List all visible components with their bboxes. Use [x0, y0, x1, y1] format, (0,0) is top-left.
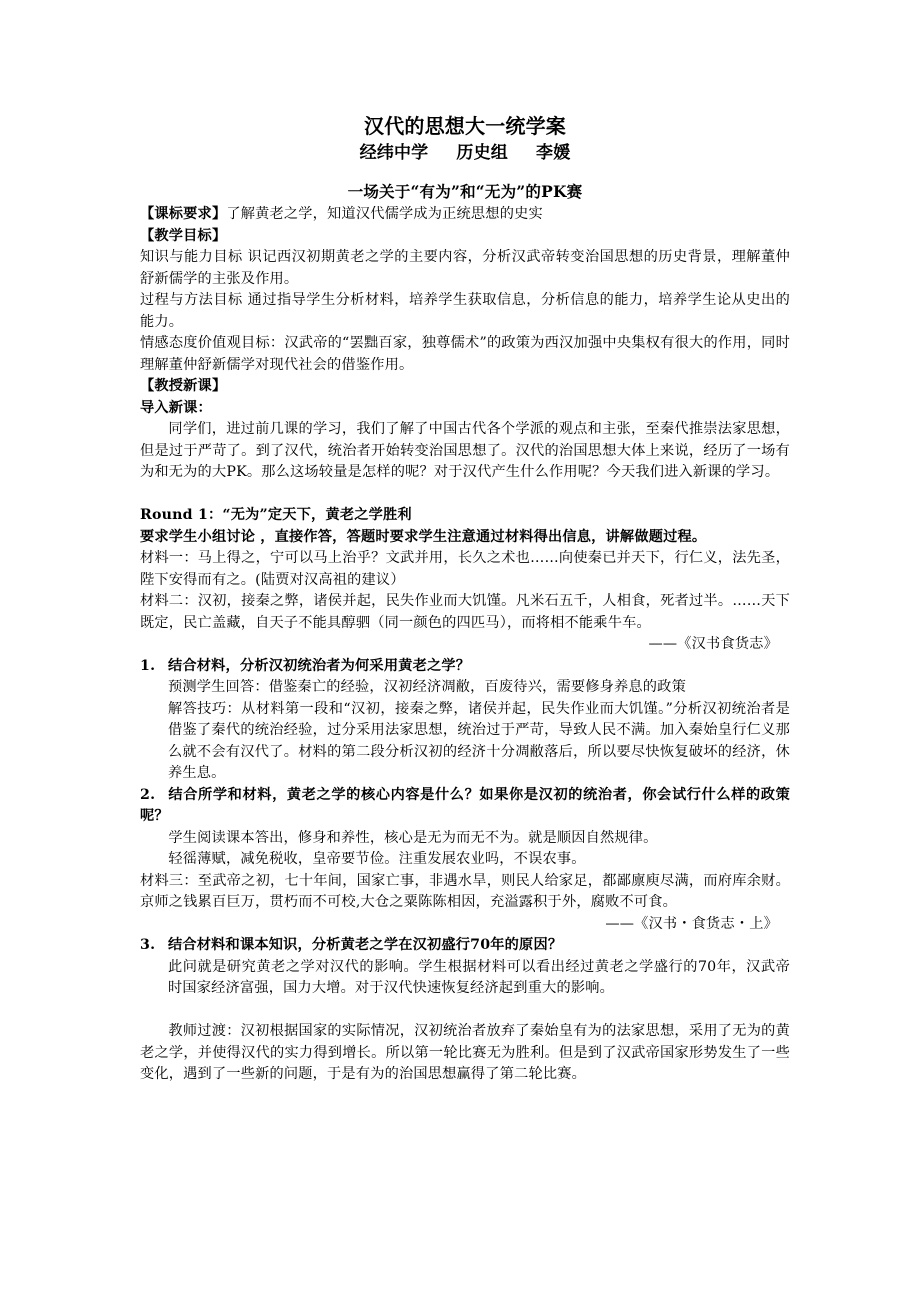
material-1: 材料一：马上得之，宁可以马上治乎？文武并用，长久之术也……向使秦已并天下，行仁义，法先圣，陛下安得而有之。(陆贾对汉高祖的建议）	[140, 550, 790, 588]
goals-label: 【教学目标】	[140, 227, 227, 244]
pk-title: 一场关于“有为”和“无为”的PK赛	[347, 182, 583, 201]
round1-requirement: 要求学生小组讨论 ，直接作答，答题时要求学生注意通过材料得出信息，讲解做题过程。	[140, 528, 707, 545]
goal-knowledge: 知识与能力目标 识记西汉初期黄老之学的主要内容，分析汉武帝转变治国思想的历史背景，理解董仲舒新儒学的主张及作用。	[140, 249, 790, 287]
document-page	[140, 112, 790, 1086]
goal-method: 过程与方法目标 通过指导学生分析材料，培养学生获取信息，分析信息的能力，培养学生论从史出的能力。	[140, 292, 790, 330]
intro-label: 导入新课：	[140, 399, 212, 416]
question-1-number: 1.	[140, 657, 156, 674]
question-3-answer: 此问就是研究黄老之学对汉代的影响。学生根据材料可以看出经过黄老之学盛行的70年，汉武帝时国家经济富强，国力大增。对于汉代快速恢复经济起到重大的影响。	[168, 958, 790, 996]
question-1	[140, 656, 790, 678]
material-2: 材料二：汉初，接秦之弊，诸侯并起，民失作业而大饥馑。凡米石五千，人相食，死者过半。……天下既定，民亡盖藏，自天子不能具醇驷（同一颜色的四匹马），而将相不能乘牛车。	[140, 593, 790, 631]
question-3-text: 结合材料和课本知识，分析黄老之学在汉初盛行70年的原因？	[168, 937, 563, 953]
teacher-transition: 教师过渡：汉初根据国家的实际情况，汉初统治者放弃了秦始皇有为的法家思想，采用了无为的黄老之学，并使得汉代的实力得到增长。所以第一轮比赛无为胜利。但是到了汉武帝国家形势发生了一些变化，遇到了一些新的问题，于是有为的治国思想赢得了第二轮比赛。	[140, 1023, 790, 1082]
question-1-text: 结合材料，分析汉初统治者为何采用黄老之学？	[168, 657, 471, 674]
curriculum-text: 了解黄老之学，知道汉代儒学成为正统思想的史实	[226, 206, 543, 222]
document-byline	[140, 140, 790, 166]
round1-title: Round 1：“无为”定天下，黄老之学胜利	[140, 507, 412, 523]
material-3-source: ——《汉书・食货志・上》	[605, 915, 778, 932]
question-2-answer-1: 学生阅读课本答出，修身和养性，核心是无为而无不为。就是顺因自然规律。	[168, 829, 658, 846]
author-name: 李媛	[536, 143, 571, 163]
question-2	[140, 785, 790, 828]
question-3	[140, 935, 790, 957]
material-2-source: ——《汉书食货志》	[648, 636, 778, 652]
group-name: 历史组	[456, 143, 508, 163]
question-3-number: 3.	[140, 937, 156, 953]
question-2-number: 2.	[140, 786, 156, 803]
curriculum-label: 【课标要求】	[140, 206, 227, 222]
school-name: 经纬中学	[359, 143, 429, 163]
goal-emotion: 情感态度价值观目标：汉武帝的“罢黜百家，独尊儒术”的政策为西汉加强中央集权有很大的作用，同时理解董仲舒新儒学对现代社会的借鉴作用。	[140, 335, 790, 373]
question-1-predicted-text: 预测学生回答：借鉴秦亡的经验，汉初经济凋敝，百废待兴，需要修身养息的政策	[168, 679, 686, 695]
question-2-text: 结合所学和材料，黄老之学的核心内容是什么？如果你是汉初的统治者，你会试行什么样的政策呢？	[140, 786, 790, 824]
document-title: 汉代的思想大一统学案	[364, 114, 566, 138]
material-3: 材料三：至武帝之初，七十年间，国家亡事，非遇水旱，则民人给家足，都鄙廪庾尽满，而府库余财。京师之钱累百巨万，贯朽而不可校,大仓之粟陈陈相因，充溢露积于外，腐败不可食。	[140, 872, 790, 910]
question-1-tips: 解答技巧：从材料第一段和“汉初，接秦之弊，诸侯并起，民失作业而大饥馑。”分析汉初统治者是借鉴了秦代的统治经验，过分采用法家思想，统治过于严苛，导致人民不满。加入秦始皇行仁义那么就不会有汉代了。材料的第二段分析汉初的经济十分凋敝落后，所以要尽快恢复破坏的经济，休养生息。	[168, 700, 790, 781]
lesson-label: 【教授新课】	[140, 378, 227, 394]
intro-text: 同学们，进过前几课的学习，我们了解了中国古代各个学派的观点和主张，至秦代推崇法家思想，但是过于严苛了。到了汉代，统治者开始转变治国思想了。汉代的治国思想大体上来说，经历了一场有为和无为的大PK。那么这场较量是怎样的呢？对于汉代产生什么作用呢？今天我们进入新课的学习。	[140, 421, 790, 480]
question-1-predicted-answer	[140, 677, 790, 699]
spacer	[140, 484, 790, 506]
curriculum-requirement	[140, 204, 790, 226]
question-2-answer-2: 轻徭薄赋，减免税收，皇帝要节俭。注重发展农业吗，不误农事。	[168, 851, 586, 867]
spacer	[140, 1000, 790, 1022]
